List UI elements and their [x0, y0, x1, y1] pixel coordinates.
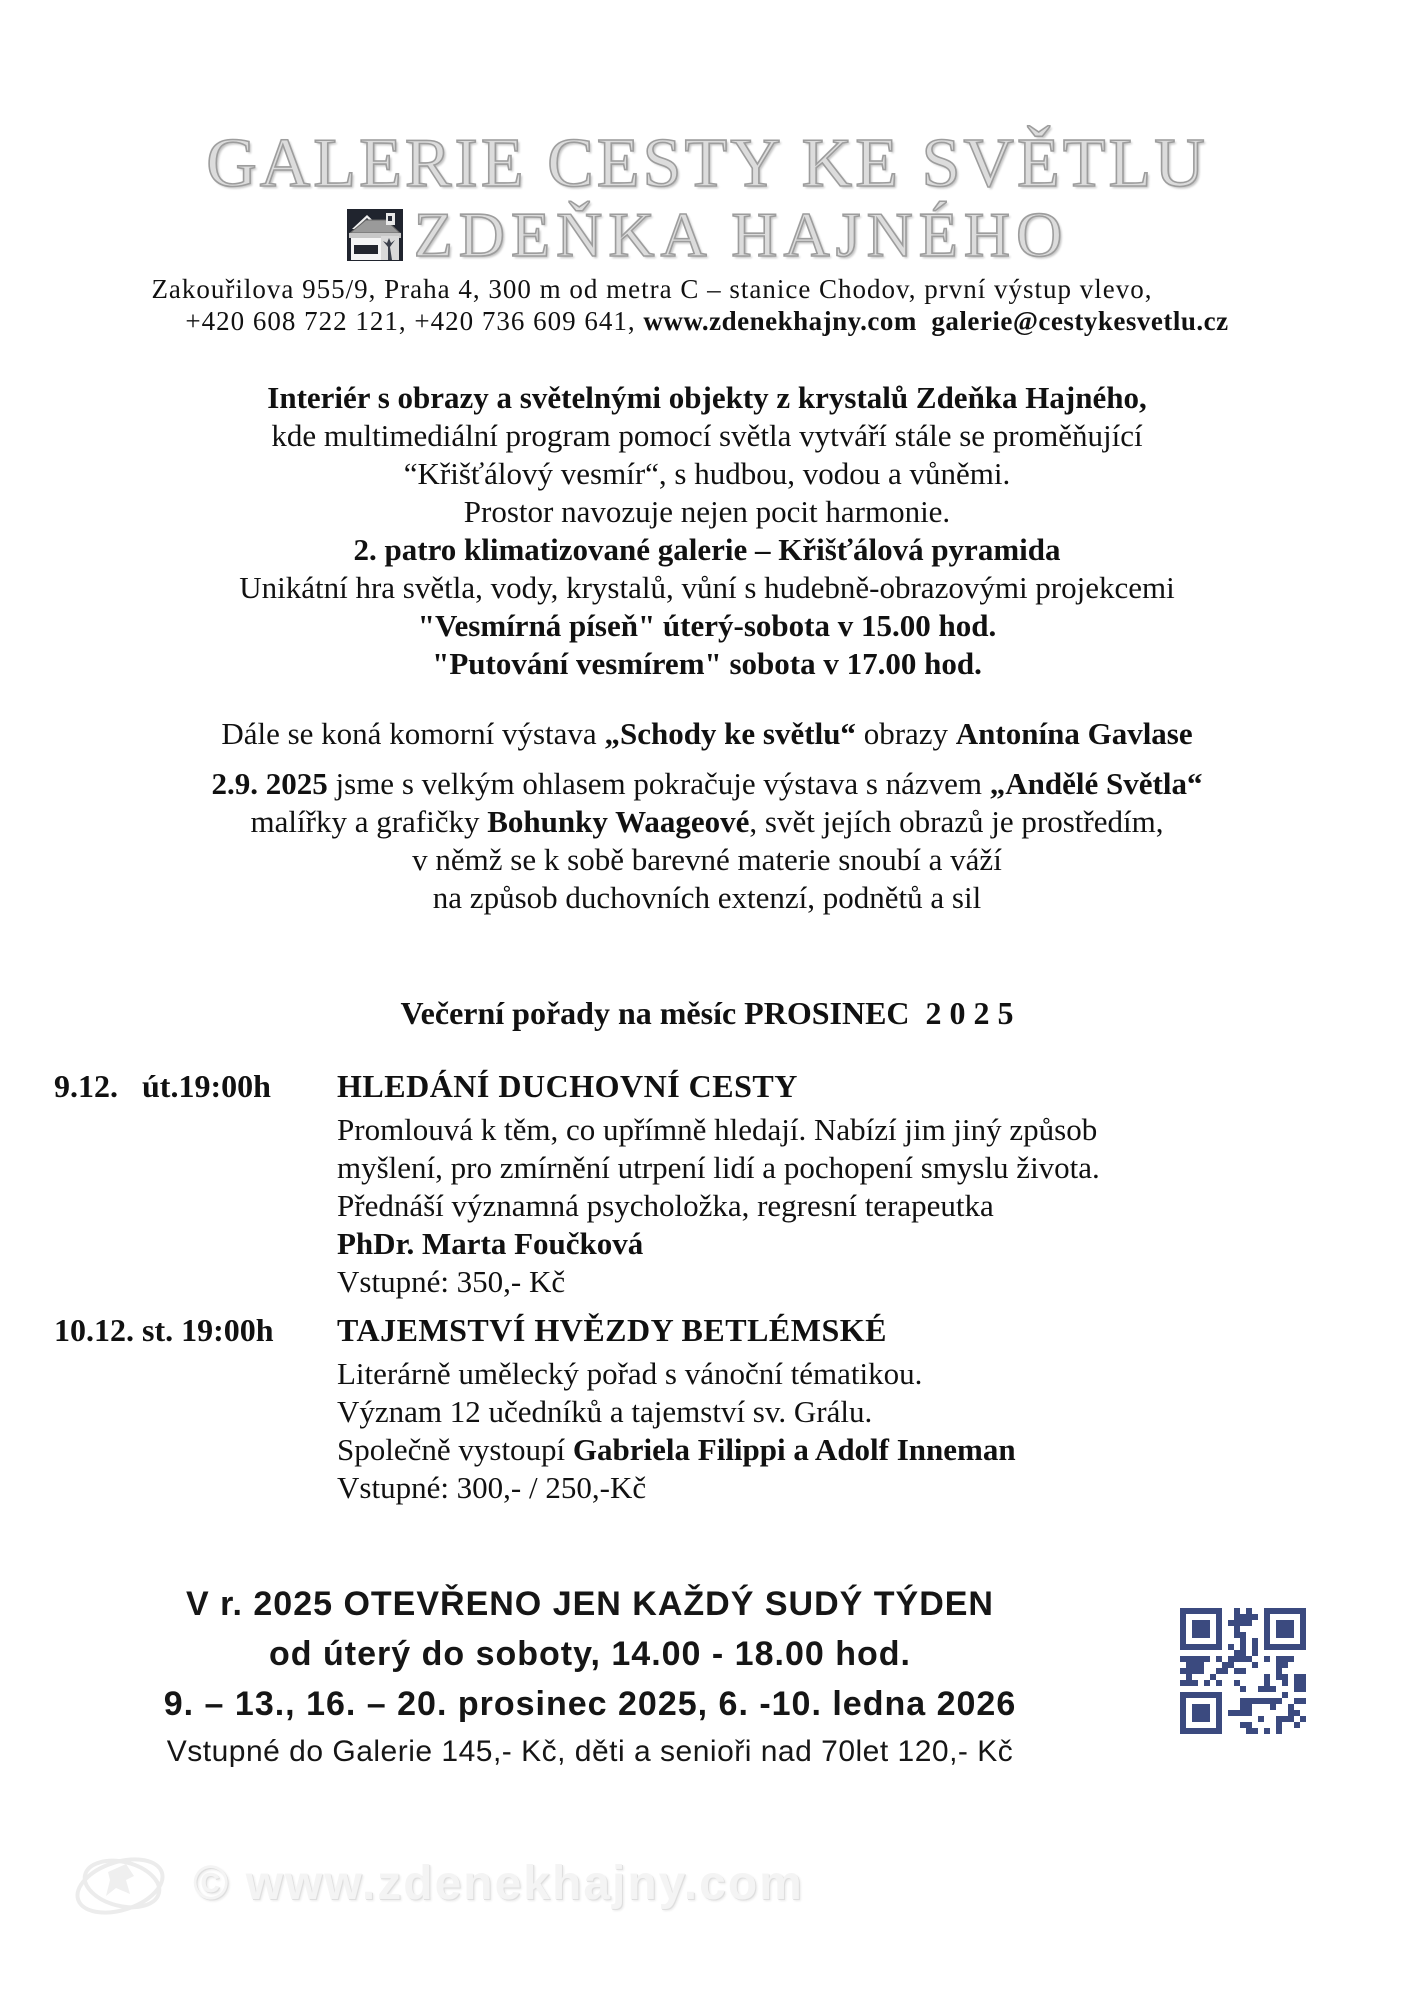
- text-segment: Společně vystoupí: [337, 1432, 573, 1467]
- text-segment: jsme s velkým ohlasem pokračuje výstava s názvem: [327, 766, 990, 801]
- text-segment: „Schody ke světlu“: [604, 716, 856, 751]
- text-segment: Přednáší významná psycholožka, regresní terapeutka: [337, 1188, 994, 1223]
- exhibition-line: [0, 765, 1414, 803]
- event-title: HLEDÁNÍ DUCHOVNÍ CESTY: [337, 1068, 798, 1104]
- intro-line: "Vesmírná píseň" úterý-sobota v 15.00 hod.: [417, 608, 997, 643]
- header: [0, 125, 1414, 270]
- event-description-line: [337, 1187, 1354, 1225]
- events-list: [54, 1067, 1354, 1517]
- event-body: [337, 1311, 1354, 1507]
- event-description-line: [337, 1225, 1354, 1263]
- opening-headline: V r. 2025 OTEVŘENO JEN KAŽDÝ SUDÝ TÝDEN: [186, 1585, 994, 1623]
- text-segment: Promlouvá k těm, co upřímně hledají. Nabízí jim jiný způsob: [337, 1112, 1098, 1147]
- gallery-title-line2-row: [0, 199, 1414, 270]
- event-body: [337, 1067, 1354, 1301]
- contact-line: [0, 306, 1414, 337]
- intro-line: "Putování vesmírem" sobota v 17.00 hod.: [432, 646, 982, 681]
- text-segment: , svět jejích obrazů je prostředím,: [749, 804, 1164, 839]
- intro-line: Unikátní hra světla, vody, krystalů, vůní s hudebně-obrazovými projekcemi: [239, 570, 1175, 605]
- text-segment: obrazy: [855, 716, 956, 751]
- text-segment: Gabriela Filippi a Adolf Inneman: [572, 1432, 1016, 1467]
- exhibition-line: [0, 841, 1414, 879]
- text-segment: 2.9. 2025: [211, 766, 328, 801]
- intro-line: Prostor navozuje nejen pocit harmonie.: [463, 494, 951, 529]
- exhibitions-paragraph: [0, 715, 1414, 917]
- exhibition-line: [0, 803, 1414, 841]
- event-description-line: [337, 1393, 1354, 1431]
- text-segment: Vstupné: 350,- Kč: [337, 1264, 566, 1299]
- exhibition-line: [0, 715, 1414, 753]
- intro-line: “Křišťálový vesmír“, s hudbou, vodou a vůněmi.: [403, 456, 1011, 491]
- text-segment: Antonína Gavlase: [955, 716, 1193, 751]
- text-segment: Bohunky Waageové: [487, 804, 750, 839]
- text-segment: v němž se k sobě barevné materie snoubí a váží: [412, 842, 1002, 877]
- program-heading: Večerní pořady na měsíc PROSINEC 2 0 2 5: [400, 995, 1014, 1031]
- intro-line: 2. patro klimatizované galerie – Křišťálová pyramida: [353, 532, 1061, 567]
- opening-hours: od úterý do soboty, 14.00 - 18.00 hod.: [269, 1635, 911, 1673]
- text-segment: PhDr. Marta Foučková: [337, 1226, 644, 1261]
- phone-numbers: +420 608 722 121, +420 736 609 641,: [185, 306, 644, 336]
- text-segment: Literárně umělecký pořad s vánoční tématikou.: [337, 1356, 923, 1391]
- intro-line: kde multimediální program pomocí světla vytváří stále se proměňující: [271, 418, 1143, 453]
- event-description-line: [337, 1431, 1354, 1469]
- qr-code: [1180, 1608, 1306, 1734]
- event-description-line: [337, 1355, 1354, 1393]
- text-segment: „Andělé Světla“: [989, 766, 1203, 801]
- intro-line: Interiér s obrazy a světelnými objekty z krystalů Zdeňka Hajného,: [267, 380, 1147, 415]
- event-description-line: [337, 1469, 1354, 1507]
- event-title: TAJEMSTVÍ HVĚZDY BETLÉMSKÉ: [337, 1312, 887, 1348]
- gallery-title-line2: ZDEŇKA HAJNÉHO: [413, 199, 1069, 270]
- text-segment: Vstupné: 300,- / 250,-Kč: [337, 1470, 647, 1505]
- admission-line: Vstupné do Galerie 145,- Kč, děti a senioři nad 70let 120,- Kč: [166, 1735, 1014, 1768]
- address-line: Zakouřilova 955/9, Praha 4, 300 m od metra C – stanice Chodov, první výstup vlevo,: [151, 274, 1153, 304]
- text-segment: na způsob duchovních extenzí, podnětů a sil: [432, 880, 982, 915]
- opening-dates: 9. – 13., 16. – 20. prosinec 2025, 6. -10. ledna 2026: [163, 1685, 1017, 1723]
- event-date: 9.12. út.19:00h: [54, 1068, 271, 1104]
- gallery-house-icon: [346, 207, 404, 263]
- event-description-line: [337, 1149, 1354, 1187]
- text-segment: Dále se koná komorní výstava: [221, 716, 605, 751]
- gallery-title-line1: GALERIE CESTY KE SVĚTLU: [206, 125, 1208, 202]
- watermark-text: © www.zdenekhajny.com: [193, 1857, 804, 1910]
- event-description-line: [337, 1263, 1354, 1301]
- web-and-email: www.zdenekhajny.com galerie@cestykesvetlu.cz: [643, 306, 1229, 336]
- exhibition-line: [0, 879, 1414, 917]
- text-segment: Význam 12 učedníků a tajemství sv. Grálu.: [337, 1394, 873, 1429]
- event-description-line: [337, 1111, 1354, 1149]
- event-date: 10.12. st. 19:00h: [54, 1312, 274, 1348]
- text-segment: malířky a grafičky: [250, 804, 488, 839]
- watermark-logo-icon: [70, 1846, 174, 1929]
- intro-paragraph: [0, 379, 1414, 683]
- text-segment: myšlení, pro zmírnění utrpení lidí a pochopení smyslu života.: [337, 1150, 1100, 1185]
- event-row: [54, 1067, 1354, 1301]
- event-row: [54, 1311, 1354, 1507]
